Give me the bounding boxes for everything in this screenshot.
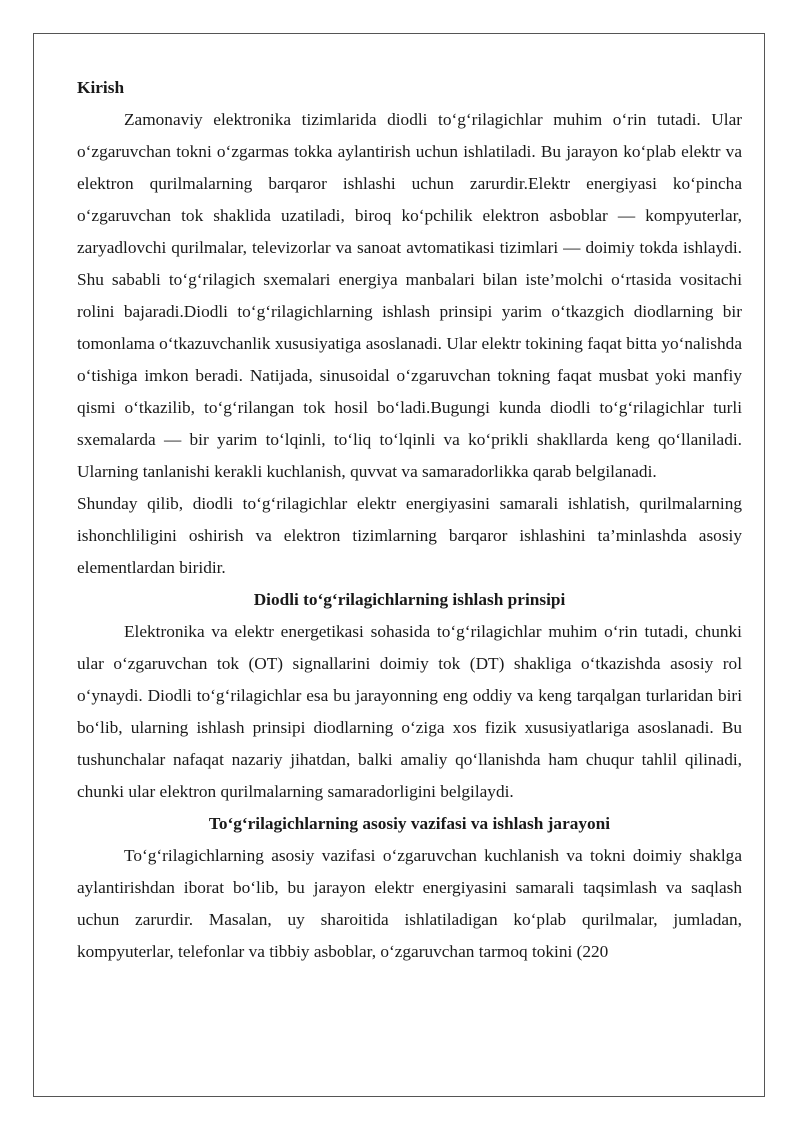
document-body (77, 72, 742, 968)
intro-paragraph-2: Shunday qilib, diodli to‘g‘rilagichlar elektr energiyasini samarali ishlatish, qurilmalarning ishonchliligini oshirish va elektron tizimlarning barqaror ishlashini ta’minlashda asosiy elementlardan biridir. (77, 494, 742, 577)
section1-paragraph-1: Elektronika va elektr energetikasi sohasida to‘g‘rilagichlar muhim o‘rin tutadi, chunki ular o‘zgaruvchan tok (OT) signallarini doimiy tok (DT) shakliga o‘tkazishda asosiy rol o‘ynaydi. Diodli to‘g‘rilagichlar esa bu jarayonning eng oddiy va keng tarqalgan turlaridan biri bo‘lib, ularning ishlash prinsipi diodlarning o‘ziga xos fizik xususiyatlariga asoslanadi. Bu tushunchalar nafaqat nazariy jihatdan, balki amaliy qo‘llanishda ham chuqur tahlil qilinadi, chunki ular elektron qurilmalarning samaradorligini belgilaydi. (77, 622, 742, 801)
section2-paragraph-1: To‘g‘rilagichlarning asosiy vazifasi o‘zgaruvchan kuchlanish va tokni doimiy shaklga aylantirishdan iborat bo‘lib, bu jarayon elektr energiyasini samarali taqsimlash va saqlash uchun zarurdir. Masalan, uy sharoitida ishlatiladigan ko‘plab qurilmalar, jumladan, kompyuterlar, telefonlar va tibbiy asboblar, o‘zgaruvchan tarmoq tokini (220 (77, 846, 742, 961)
intro-paragraph-1: Zamonaviy elektronika tizimlarida diodli to‘g‘rilagichlar muhim o‘rin tutadi. Ular o‘zgaruvchan tokni o‘zgarmas tokka aylantirish uchun ishlatiladi. Bu jarayon ko‘plab elektr va elektron qurilmalarning barqaror ishlashi uchun zarurdir.Elektr energiyasi ko‘pincha o‘zgaruvchan tok shaklida uzatiladi, biroq ko‘pchilik elektron asboblar — kompyuterlar, zaryadlovchi qurilmalar, televizorlar va sanoat avtomatikasi tizimlari — doimiy tokda ishlaydi. Shu sababli to‘g‘rilagich sxemalari energiya manbalari bilan iste’molchi o‘rtasida vositachi rolini bajaradi.Diodli to‘g‘rilagichlarning ishlash prinsipi yarim o‘tkazgich diodlarning bir tomonlama o‘tkazuvchanlik xususiyatiga asoslanadi. Ular elektr tokining faqat bitta yo‘nalishda o‘tishiga imkon beradi. Natijada, sinusoidal o‘zgaruvchan tokning faqat musbat yoki manfiy qismi o‘tkazilib, to‘g‘rilangan tok hosil bo‘ladi.Bugungi kunda diodli to‘g‘rilagichlar turli sxemalarda — bir yarim to‘lqinli, to‘liq to‘lqinli va ko‘prikli shakllarda keng qo‘llaniladi. Ularning tanlanishi kerakli kuchlanish, quvvat va samaradorlikka qarab belgilanadi. (77, 110, 742, 481)
section1-heading: Diodli to‘g‘rilagichlarning ishlash prinsipi (253, 590, 566, 609)
intro-heading: Kirish (77, 78, 125, 97)
section2-heading: To‘g‘rilagichlarning asosiy vazifasi va ishlash jarayoni (208, 814, 611, 833)
